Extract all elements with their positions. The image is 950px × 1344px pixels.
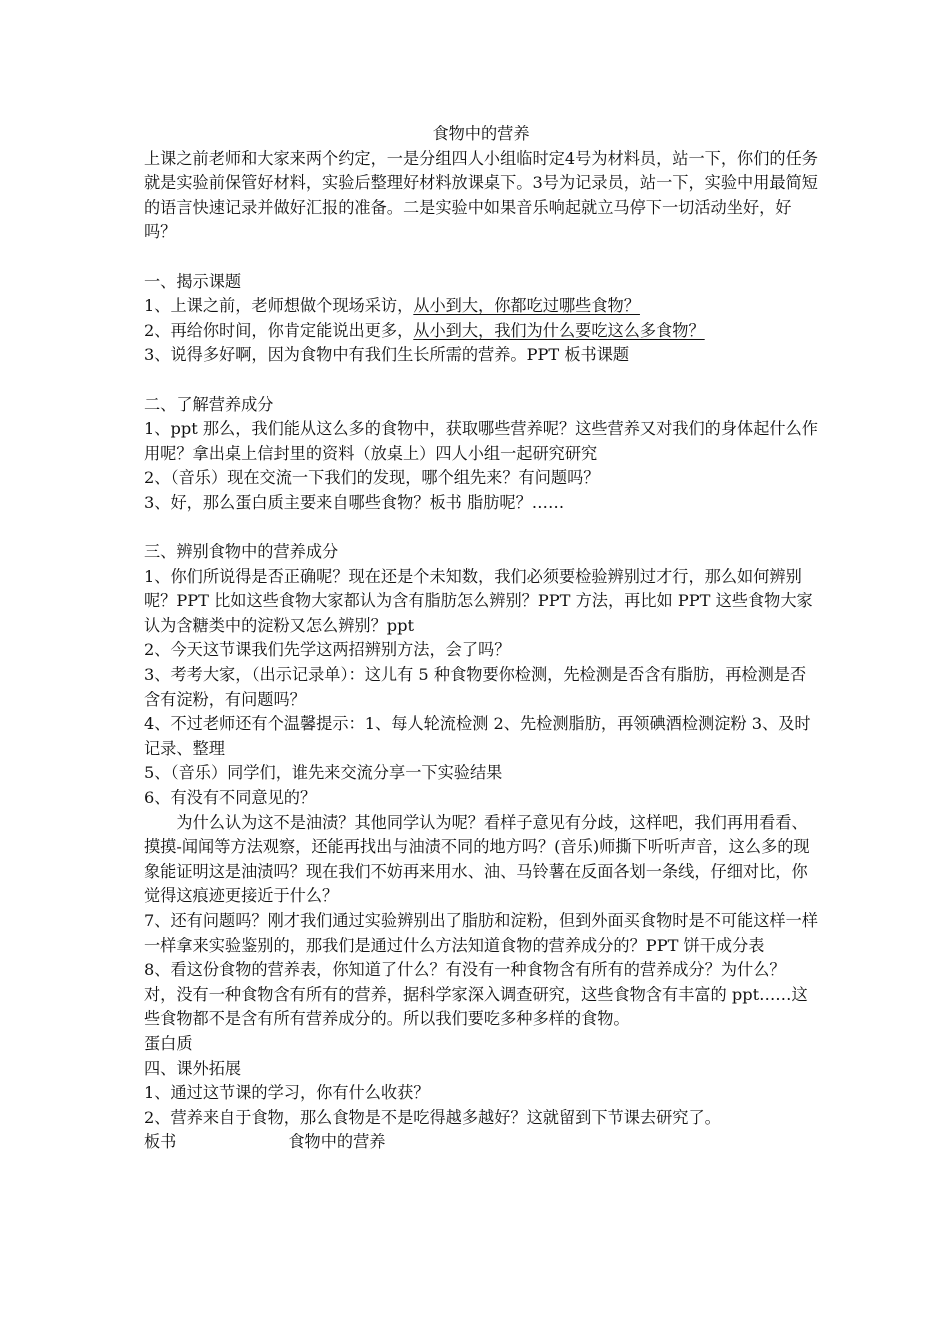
- section-3-line-8: 8、看这份食物的营养表，你知道了什么？有没有一种食物含有所有的营养成分？为什么？: [144, 960, 786, 980]
- section-3-line-3: 3、考考大家，（出示记录单）：这儿有 5 种食物要你检测，先检测是否含有脂肪，再检测是否含有淀粉，有问题吗？: [144, 665, 807, 709]
- spacer: [144, 245, 818, 270]
- intro-paragraph: 上课之前老师和大家来两个约定，一是分组四人小组临时定4号为材料员，站一下，你们的任务就是实验前保管好材料，实验后整理好材料放课桌下。3号为记录员，站一下，实验中用最简短的语言快速记录并做好汇报的准备。二是实验中如果音乐响起就立马停下一切活动坐好，好吗？: [144, 148, 818, 242]
- section-3-line-6-detail: 为什么认为这不是油渍？其他同学认为呢？看样子意见有分歧，这样吧，我们再用看看、摸摸-闻闻等方法观察，还能再找出与油渍不同的地方吗？(音乐)师撕下听听声音，这么多的现象能证明这是油渍吗？现在我们不妨再来用水、油、马铃薯在反面各划一条线，仔细对比，你觉得这痕迹更接近于什么？: [144, 812, 810, 906]
- spacer: [144, 516, 818, 541]
- section-3-line-1: 1、你们所说得是否正确呢？现在还是个未知数，我们必须要检验辨别过才行，那么如何辨别呢？PPT 比如这些食物大家都认为含有脂肪怎么辨别？PPT 方法，再比如 PPT 这些食物大家认为含糖类中的淀粉又怎么辨别？ppt: [144, 566, 813, 635]
- underlined-question: 从小到大，你都吃过哪些食物？: [413, 296, 640, 316]
- section-3-line-5: 5、（音乐）同学们，谁先来交流分享一下实验结果: [144, 763, 503, 783]
- line-text: 1、上课之前，老师想做个现场采访，: [144, 296, 414, 316]
- section-2-heading: 二、了解营养成分: [144, 394, 274, 414]
- section-1-line-3: 3、说得多好啊，因为食物中有我们生长所需的营养。PPT 板书课题: [144, 345, 630, 365]
- section-3-line-7: 7、还有问题吗？刚才我们通过实验辨别出了脂肪和淀粉，但到外面买食物时是不可能这样一样一样拿来实验鉴别的，那我们是通过什么方法知道食物的营养成分的？PPT 饼干成分表: [144, 911, 818, 955]
- underlined-question: 从小到大，我们为什么要吃这么多食物？: [413, 320, 705, 340]
- section-3-line-6: 6、有没有不同意见的？: [144, 788, 317, 808]
- section-4-line-2: 2、营养来自于食物，那么食物是不是吃得越多越好？这就留到下节课去研究了。: [144, 1107, 721, 1127]
- section-3-line-9: 对，没有一种食物含有所有的营养，据科学家深入调查研究，这些食物含有丰富的 ppt……这些食物都不是含有所有营养成分的。所以我们要吃多种多样的食物。: [144, 984, 808, 1029]
- board-title: 食物中的营养: [288, 1132, 386, 1152]
- board-label: 板书: [144, 1132, 177, 1152]
- section-1-heading: 一、揭示课题: [144, 271, 242, 291]
- section-2-line-2: 2、（音乐）现在交流一下我们的发现，哪个组先来？有问题吗？: [144, 468, 600, 488]
- section-3-line-10: 蛋白质: [144, 1033, 193, 1053]
- document-title: 食物中的营养: [432, 124, 530, 143]
- section-3-line-4: 4、不过老师还有个温馨提示：1、每人轮流检测 2、先检测脂肪，再领碘酒检测淀粉 3、及时记录、整理: [144, 714, 811, 758]
- section-3-line-2: 2、今天这节课我们先学这两招辨别方法，会了吗？: [144, 640, 511, 660]
- board-line: [144, 1130, 818, 1155]
- section-2-line-1: 1、ppt 那么，我们能从这么多的食物中，获取哪些营养呢？这些营养又对我们的身体起什么作用呢？拿出桌上信封里的资料（放桌上）四人小组一起研究研究: [144, 419, 818, 463]
- line-text: 2、再给你时间，你肯定能说出更多，: [144, 320, 414, 340]
- section-4-heading: 四、课外拓展: [144, 1058, 242, 1078]
- section-1-line-2: [144, 319, 818, 344]
- section-3-heading: 三、辨别食物中的营养成分: [144, 542, 339, 562]
- section-1-line-1: [144, 294, 818, 319]
- section-4-line-1: 1、通过这节课的学习，你有什么收获？: [144, 1083, 430, 1103]
- section-2-line-3: 3、好，那么蛋白质主要来自哪些食物？板书 脂肪呢？……: [144, 492, 565, 512]
- spacer: [144, 368, 818, 393]
